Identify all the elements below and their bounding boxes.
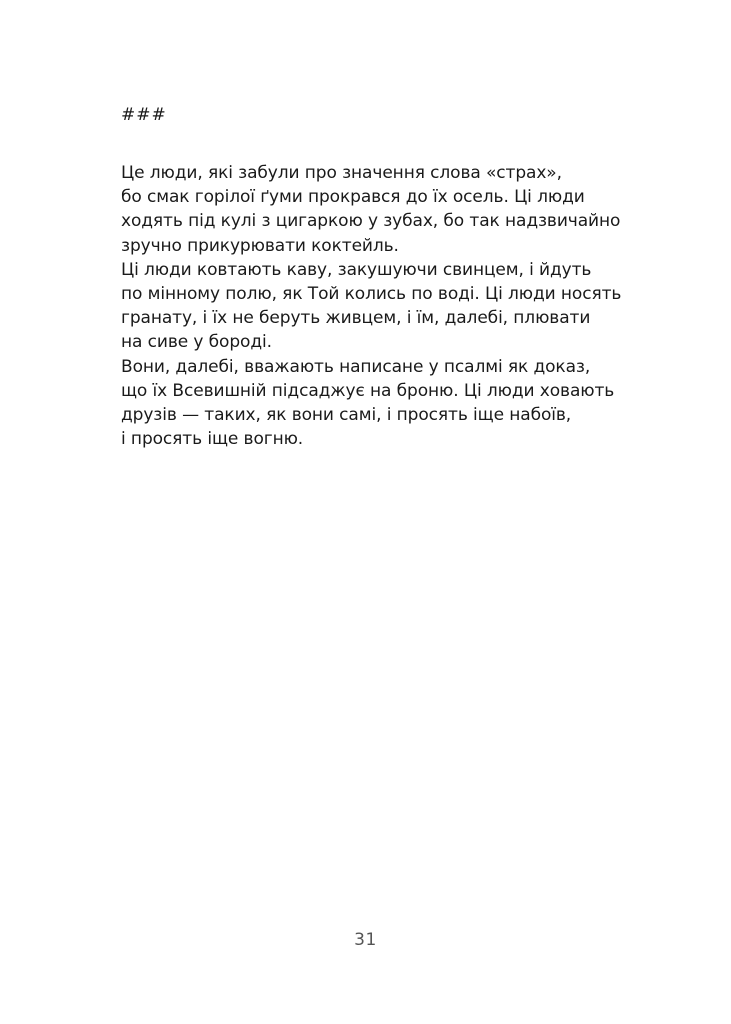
poem-line: ходять під кулі з цигаркою у зубах, бо так надзвичайно [121,211,621,232]
poem-line: Ці люди ковтають каву, закушуючи свинцем, і йдуть [121,259,592,280]
poem [121,103,681,451]
poem-line: бо смак горілої ґуми прокрався до їх осель. Ці люди [121,187,585,208]
poem-line: друзів — таких, як вони самі, і просять іще набоїв, [121,405,572,426]
poem-line: гранату, і їх не беруть живцем, і їм, далебі, плювати [121,308,591,329]
page-number: 31 [354,930,377,950]
poem-body [121,161,681,451]
poem-line: Це люди, які забули про значення слова «страх», [121,163,562,183]
poem-line: зручно прикурювати коктейль. [121,235,399,256]
poem-line: і просять іще вогню. [121,429,304,450]
poem-line: що їх Всевишній підсаджує на броню. Ці люди ховають [121,380,615,401]
poem-line: по мінному полю, як Той колись по воді. Ці люди носять [121,284,622,305]
poem-line: на сиве у бороді. [121,332,272,353]
poem-line: Вони, далебі, вважають написане у псалмі як доказ, [121,356,591,377]
poem-heading: ### [121,105,167,125]
